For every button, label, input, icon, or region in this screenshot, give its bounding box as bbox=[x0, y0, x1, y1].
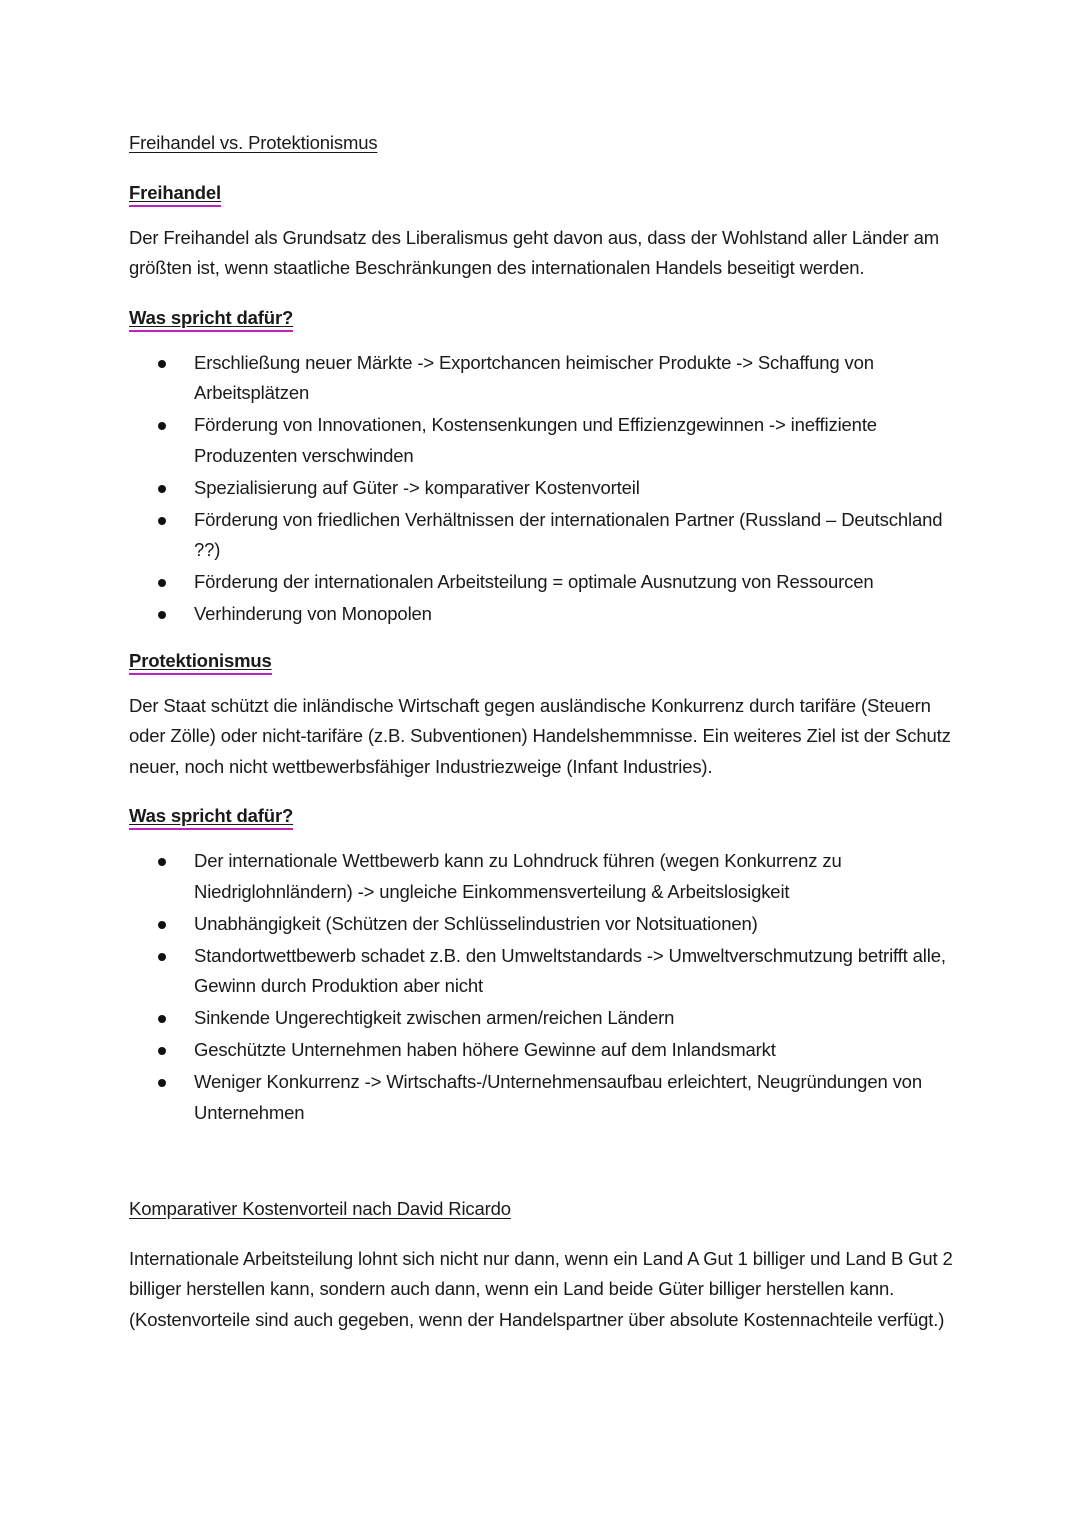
freihandel-pro-heading: Was spricht dafür? bbox=[129, 307, 293, 332]
document-page bbox=[129, 128, 959, 1354]
freihandel-pros-list bbox=[129, 348, 959, 630]
protektionismus-pro-heading-wrap bbox=[129, 801, 959, 828]
bullet-icon bbox=[158, 611, 166, 619]
list-item-text: Der internationale Wettbewerb kann zu Lohndruck führen (wegen Konkurrenz zu Niedriglohnländern) -> ungleiche Einkommensverteilung & Arbeitslosigkeit bbox=[194, 850, 842, 902]
list-item bbox=[194, 846, 959, 907]
protektionismus-heading-wrap bbox=[129, 646, 959, 673]
list-item bbox=[194, 599, 959, 630]
protektionismus-pro-heading: Was spricht dafür? bbox=[129, 805, 293, 830]
list-item bbox=[194, 473, 959, 504]
bullet-icon bbox=[158, 485, 166, 493]
list-item-text: Förderung von friedlichen Verhältnissen der internationalen Partner (Russland – Deutschland ??) bbox=[194, 508, 943, 560]
list-item bbox=[194, 567, 959, 598]
freihandel-heading-wrap bbox=[129, 178, 959, 205]
section-spacer bbox=[129, 1144, 959, 1194]
list-item-text: Weniger Konkurrenz -> Wirtschafts-/Unternehmensaufbau erleichtert, Neugründungen von Unternehmen bbox=[194, 1071, 922, 1123]
list-item-text: Förderung der internationalen Arbeitsteilung = optimale Ausnutzung von Ressourcen bbox=[194, 571, 874, 592]
list-item bbox=[194, 1067, 959, 1128]
list-item-text: Unabhängigkeit (Schützen der Schlüsselindustrien vor Notsituationen) bbox=[194, 912, 758, 934]
bullet-icon bbox=[158, 360, 166, 368]
ricardo-text: Internationale Arbeitsteilung lohnt sich nicht nur dann, wenn ein Land A Gut 1 billiger und Land B Gut 2 billiger herstellen kann, sondern auch dann, wenn ein Land beide Güter billiger herstellen kann. (Kostenvorteile sind auch gegeben, wenn der Handelspartner über absolute Kostennachteile verfügt.) bbox=[129, 1247, 953, 1330]
freihandel-definition: Der Freihandel als Grundsatz des Liberalismus geht davon aus, dass der Wohlstand aller Länder am größten ist, wenn staatliche Beschränkungen des internationalen Handels beseitigt werden. bbox=[129, 226, 939, 278]
list-item bbox=[194, 410, 959, 471]
bullet-icon bbox=[158, 517, 166, 525]
freihandel-pro-heading-wrap bbox=[129, 303, 959, 330]
list-item bbox=[194, 909, 959, 940]
bullet-icon bbox=[158, 1079, 166, 1087]
freihandel-heading: Freihandel bbox=[129, 182, 221, 207]
list-item bbox=[194, 1035, 959, 1066]
ricardo-title: Komparativer Kostenvorteil nach David Ricardo bbox=[129, 1198, 511, 1219]
bullet-icon bbox=[158, 858, 166, 866]
list-item-text: Förderung von Innovationen, Kostensenkungen und Effizienzgewinnen -> ineffiziente Produzenten verschwinden bbox=[194, 414, 877, 466]
protektionismus-pros-list bbox=[129, 846, 959, 1128]
list-item-text: Sinkende Ungerechtigkeit zwischen armen/reichen Ländern bbox=[194, 1007, 675, 1028]
list-item-text: Verhinderung von Monopolen bbox=[194, 603, 432, 624]
bullet-icon bbox=[158, 1047, 166, 1055]
list-item bbox=[194, 941, 959, 1002]
bullet-icon bbox=[158, 953, 166, 961]
list-item bbox=[194, 505, 959, 566]
protektionismus-definition: Der Staat schützt die inländische Wirtschaft gegen ausländische Konkurrenz durch tarifäre (Steuern oder Zölle) oder nicht-tarifäre (z.B. Subventionen) Handelshemmnisse. Ein weiteres Ziel ist der Schutz neuer, noch nicht wettbewerbsfähiger Industriezweige (Infant Industries). bbox=[129, 694, 951, 777]
bullet-icon bbox=[158, 1015, 166, 1023]
list-item-text: Geschützte Unternehmen haben höhere Gewinne auf dem Inlandsmarkt bbox=[194, 1039, 776, 1060]
bullet-icon bbox=[158, 422, 166, 430]
bullet-icon bbox=[158, 921, 166, 929]
list-item-text: Erschließung neuer Märkte -> Exportchancen heimischer Produkte -> Schaffung von Arbeitsplätzen bbox=[194, 351, 874, 403]
list-item bbox=[194, 348, 959, 409]
protektionismus-heading: Protektionismus bbox=[129, 650, 272, 675]
list-item-text: Standortwettbewerb schadet z.B. den Umweltstandards -> Umweltverschmutzung betrifft alle, Gewinn durch Produktion aber nicht bbox=[194, 944, 946, 996]
document-title: Freihandel vs. Protektionismus bbox=[129, 132, 378, 153]
list-item bbox=[194, 1003, 959, 1034]
list-item-text: Spezialisierung auf Güter -> komparativer Kostenvorteil bbox=[194, 476, 640, 498]
bullet-icon bbox=[158, 579, 166, 587]
